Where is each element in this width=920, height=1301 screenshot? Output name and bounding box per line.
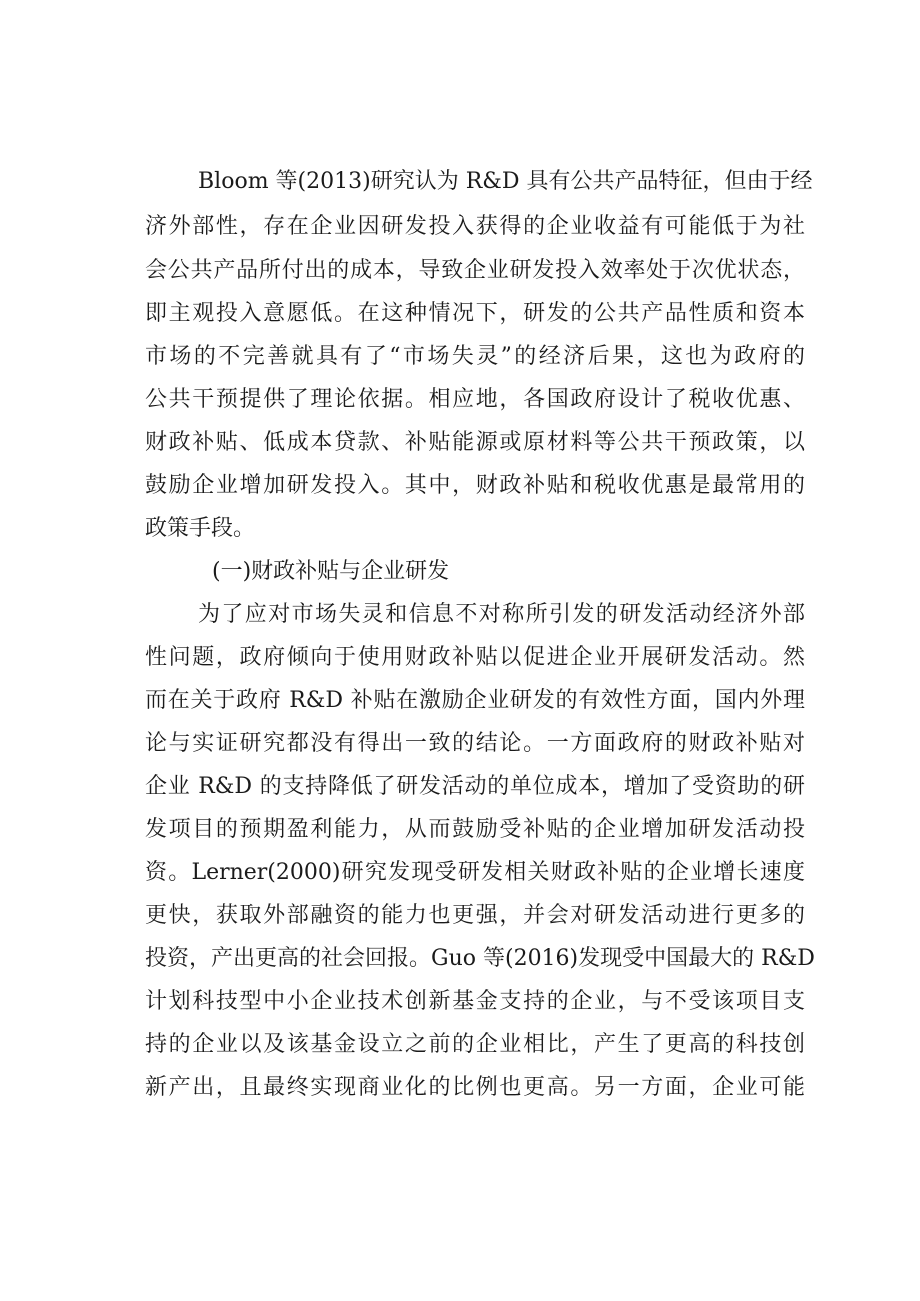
paragraph-2-line-5: 企业 R&D 的支持降低了研发活动的单位成本，增加了受资助的研 xyxy=(145,774,805,799)
paragraph-1-line-6: 公共干预提供了理论依据。相应地，各国政府设计了税收优惠、 xyxy=(145,387,805,412)
paragraph-1-line-7: 财政补贴、低成本贷款、补贴能源或原材料等公共干预政策，以 xyxy=(145,430,805,455)
paragraph-2-line-3: 而在关于政府 R&D 补贴在激励企业研发的有效性方面，国内外理 xyxy=(145,688,805,713)
paragraph-1-line-4: 即主观投入意愿低。在这种情况下，研发的公共产品性质和资本 xyxy=(145,301,805,326)
paragraph-1-line-8: 鼓励企业增加研发投入。其中，财政补贴和税收优惠是最常用的 xyxy=(145,473,805,498)
paragraph-1-line-1: Bloom 等(2013)研究认为 R&D 具有公共产品特征，但由于经 xyxy=(198,169,813,194)
section-heading: (一)财政补贴与企业研发 xyxy=(212,559,450,584)
paragraph-1-line-9: 政策手段。 xyxy=(145,516,256,541)
paragraph-2-line-8: 更快，获取外部融资的能力也更强，并会对研发活动进行更多的 xyxy=(145,903,805,928)
paragraph-1-line-2: 济外部性，存在企业因研发投入获得的企业收益有可能低于为社 xyxy=(145,214,805,239)
paragraph-2-line-1: 为了应对市场失灵和信息不对称所引发的研发活动经济外部 xyxy=(198,602,805,627)
paragraph-2-line-6: 发项目的预期盈利能力，从而鼓励受补贴的企业增加研发活动投 xyxy=(145,817,805,842)
paragraph-2-line-9: 投资，产出更高的社会回报。Guo 等(2016)发现受中国最大的 R&D xyxy=(145,946,815,971)
paragraph-1-line-5: 市场的不完善就具有了“市场失灵”的经济后果，这也为政府的 xyxy=(145,344,805,369)
paragraph-2-line-2: 性问题，政府倾向于使用财政补贴以促进企业开展研发活动。然 xyxy=(145,645,805,670)
paragraph-1-line-3: 会公共产品所付出的成本，导致企业研发投入效率处于次优状态， xyxy=(145,258,805,283)
paragraph-2-line-7: 资。Lerner(2000)研究发现受研发相关财政补贴的企业增长速度 xyxy=(145,860,805,885)
paragraph-2-line-10: 计划科技型中小企业技术创新基金支持的企业，与不受该项目支 xyxy=(145,989,805,1014)
paragraph-2-line-12: 新产出，且最终实现商业化的比例也更高。另一方面，企业可能 xyxy=(145,1075,805,1100)
paragraph-2-line-4: 论与实证研究都没有得出一致的结论。一方面政府的财政补贴对 xyxy=(145,731,805,756)
paragraph-2-line-11: 持的企业以及该基金设立之前的企业相比，产生了更高的科技创 xyxy=(145,1032,805,1057)
